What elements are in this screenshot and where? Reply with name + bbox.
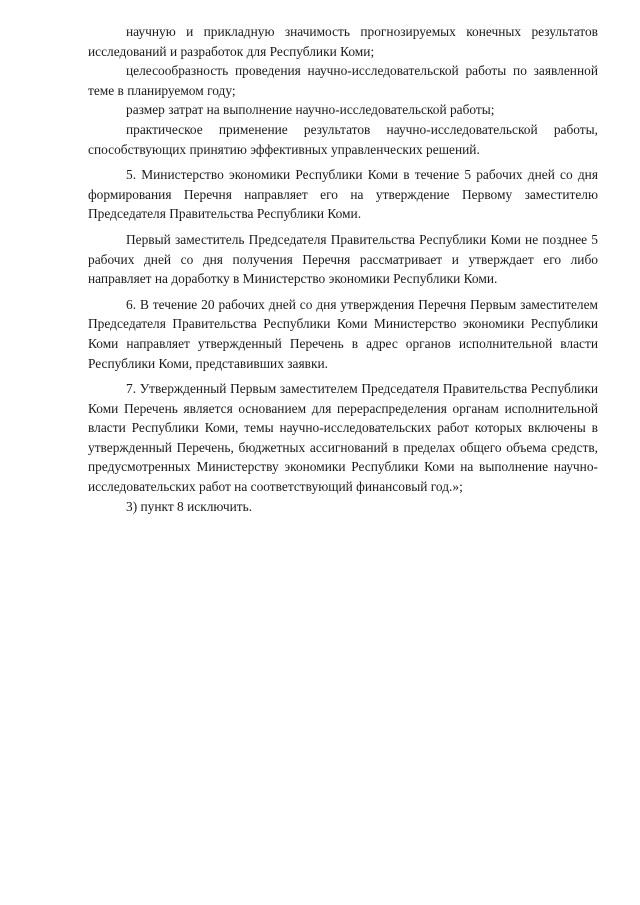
paragraph-criterion-costs: размер затрат на выполнение научно-исследовательской работы;	[126, 102, 495, 118]
paragraph-criterion-feasibility: целесообразность проведения научно-исследовательской работы по заявленной теме в планируемом году;	[88, 63, 598, 98]
paragraph-item-5: 5. Министерство экономики Республики Коми в течение 5 рабочих дней со дня формирования Перечня направляет его на утверждение Первому заместителю Председателя Правительства Республики Коми.	[88, 167, 598, 222]
paragraph-exclude-item-8: 3) пункт 8 исключить.	[126, 498, 253, 514]
paragraph-item-5-approval: Первый заместитель Председателя Правительства Республики Коми не позднее 5 рабочих дней со дня получения Перечня рассматривает и утверждает его либо направляет на доработку в Министерство экономики Республики Коми.	[88, 231, 598, 287]
paragraph-criterion-application: практическое применение результатов научно-исследовательской работы, способствующих принятию эффективных управленческих решений.	[88, 121, 598, 157]
paragraph-criterion-significance: научную и прикладную значимость прогнозируемых конечных результатов исследований и разработок для Республики Коми;	[88, 24, 598, 59]
paragraph-item-6: 6. В течение 20 рабочих дней со дня утверждения Перечня Первым заместителем Председателя Правительства Республики Коми Министерство экономики Республики Коми направляет утвержденный Перечень в адрес органов исполнительной власти Республики Коми, представивших заявки.	[88, 296, 598, 371]
paragraph-item-7: 7. Утвержденный Первым заместителем Председателя Правительства Республики Коми Перечень является основанием для перераспределения органам исполнительной власти Республики Коми, темы научно-исследовательских работ которых включены в утвержденный Перечень, бюджетных ассигнований в пределах общего объема средств, предусмотренных Министерству экономики Республики Коми на выполнение научно-исследовательских работ на соответствующий финансовый год.»;	[88, 381, 598, 495]
document-body	[88, 22, 598, 516]
